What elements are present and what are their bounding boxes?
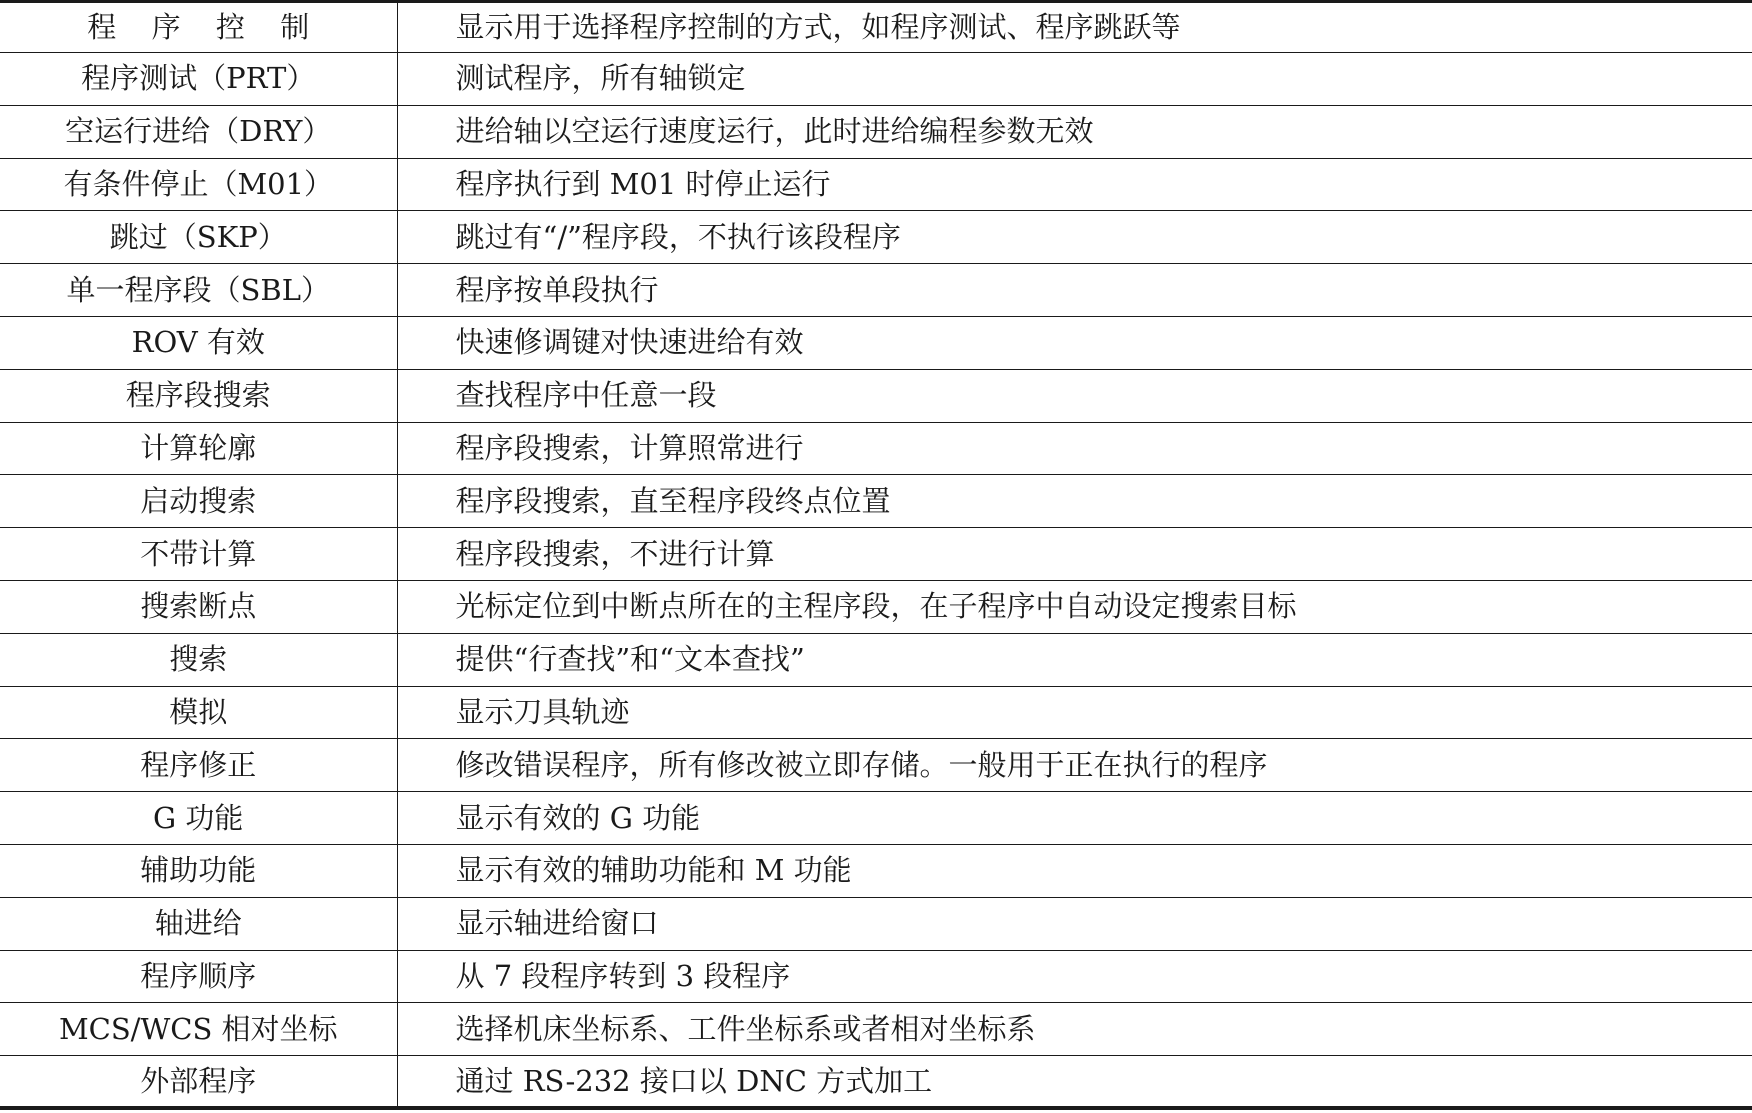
table-row	[0, 369, 1752, 422]
description-cell: 测试程序，所有轴锁定	[397, 53, 1752, 106]
table-row	[0, 950, 1752, 1003]
description-cell: 光标定位到中断点所在的主程序段，在子程序中自动设定搜索目标	[397, 580, 1752, 633]
description-cell: 提供“行查找”和“文本查找”	[397, 633, 1752, 686]
description-cell: 显示刀具轨迹	[397, 686, 1752, 739]
description-cell: 显示有效的辅助功能和 M 功能	[397, 844, 1752, 897]
description-cell: 进给轴以空运行速度运行，此时进给编程参数无效	[397, 105, 1752, 158]
function-name-cell: 轴进给	[0, 897, 397, 950]
description-cell: 查找程序中任意一段	[397, 369, 1752, 422]
description-cell: 显示轴进给窗口	[397, 897, 1752, 950]
function-name-cell: 有条件停止（M01）	[0, 158, 397, 211]
description-cell: 通过 RS-232 接口以 DNC 方式加工	[455, 1063, 933, 1098]
function-name-cell: 跳过（SKP）	[0, 211, 397, 264]
table-row	[0, 633, 1752, 686]
table-row	[0, 1003, 1752, 1056]
table-row	[0, 105, 1752, 158]
table-row	[0, 158, 1752, 211]
function-name-cell: 程序修正	[0, 739, 397, 792]
description-cell: 跳过有“/”程序段，不执行该段程序	[397, 211, 1752, 264]
function-name-cell: G 功能	[0, 792, 397, 845]
table-row	[0, 792, 1752, 845]
table-row	[0, 316, 1752, 369]
table-row	[0, 686, 1752, 739]
function-name-cell: ROV 有效	[0, 316, 397, 369]
description-cell: 程序执行到 M01 时停止运行	[397, 158, 1752, 211]
description-cell: 修改错误程序，所有修改被立即存储。一般用于正在执行的程序	[397, 739, 1752, 792]
description-cell: 程序段搜索，直至程序段终点位置	[397, 475, 1752, 528]
function-name-cell: 空运行进给（DRY）	[0, 105, 397, 158]
table-row	[0, 1056, 1752, 1109]
function-name-cell: 搜索	[0, 633, 397, 686]
function-name-cell: 搜索断点	[0, 580, 397, 633]
function-name-cell: 程序测试（PRT）	[0, 53, 397, 106]
function-name-cell: 单一程序段（SBL）	[0, 264, 397, 317]
table-row	[0, 53, 1752, 106]
description-cell: 程序段搜索，计算照常进行	[397, 422, 1752, 475]
function-name-cell: 程序顺序	[0, 950, 397, 1003]
table-body	[0, 2, 1752, 1109]
function-name-cell: 程 序 控 制	[0, 2, 397, 53]
function-name-cell: 启动搜索	[0, 475, 397, 528]
table-row	[0, 528, 1752, 581]
function-name-cell: 程序段搜索	[0, 369, 397, 422]
table-row	[0, 475, 1752, 528]
table-row	[0, 264, 1752, 317]
table-row	[0, 580, 1752, 633]
description-cell: 从 7 段程序转到 3 段程序	[397, 950, 1752, 1003]
table-row	[0, 844, 1752, 897]
function-name-cell: 不带计算	[0, 528, 397, 581]
description-cell: 程序段搜索，不进行计算	[397, 528, 1752, 581]
table-row	[0, 897, 1752, 950]
function-name-cell: 计算轮廓	[0, 422, 397, 475]
description-cell: 快速修调键对快速进给有效	[397, 316, 1752, 369]
function-name-cell: 模拟	[0, 686, 397, 739]
function-name-cell: MCS/WCS 相对坐标	[0, 1003, 397, 1056]
table-row	[0, 422, 1752, 475]
table-row	[0, 211, 1752, 264]
description-cell: 选择机床坐标系、工件坐标系或者相对坐标系	[397, 1003, 1752, 1056]
function-name-cell: 外部程序	[0, 1056, 397, 1109]
function-name-cell: 辅助功能	[0, 844, 397, 897]
table-row	[0, 739, 1752, 792]
description-cell: 显示用于选择程序控制的方式，如程序测试、程序跳跃等	[397, 2, 1752, 53]
description-cell: 程序按单段执行	[397, 264, 1752, 317]
table-row	[0, 2, 1752, 53]
description-cell: 显示有效的 G 功能	[397, 792, 1752, 845]
